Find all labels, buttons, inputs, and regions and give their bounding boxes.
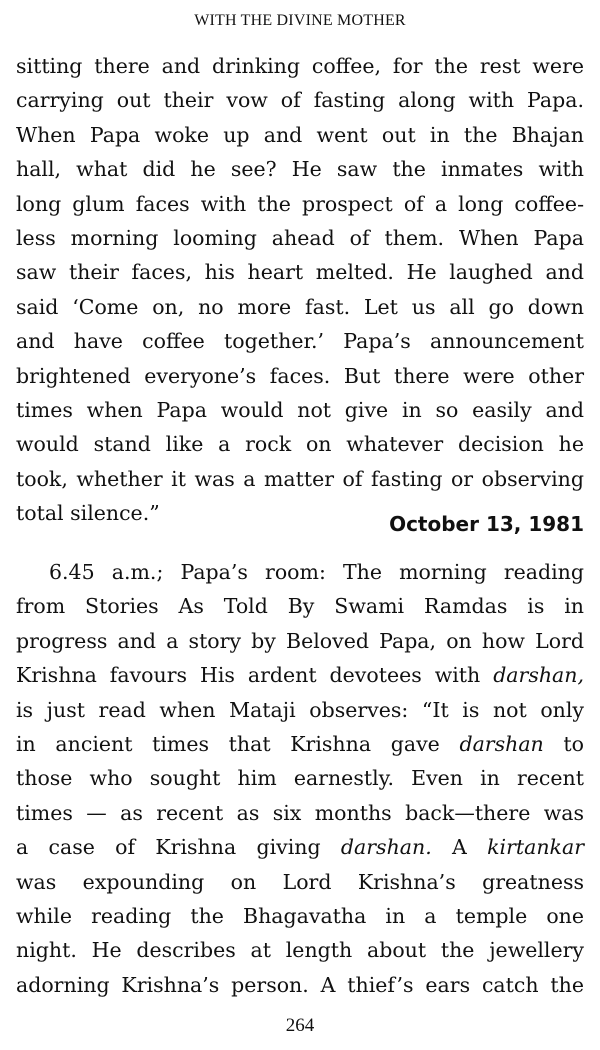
text-line: and have coffee together.’ Papa’s announcement bbox=[16, 329, 584, 354]
text-line: 6.45 a.m.; Papa’s room: The morning reading bbox=[49, 560, 584, 584]
text-line: adorning Krishna’s person. A thief’s ears catch the bbox=[16, 972, 584, 997]
text-line bbox=[16, 727, 584, 761]
text-line: hall, what did he see? He saw the inmates with bbox=[16, 157, 584, 182]
text-line: total silence.” bbox=[16, 501, 160, 526]
text-run: A bbox=[431, 835, 488, 860]
text-line: less morning looming ahead of them. When Papa bbox=[16, 226, 584, 251]
text-line: said ‘Come on, no more fast. Let us all go down bbox=[16, 294, 584, 319]
text-line: times — as recent as six months back—there was bbox=[16, 800, 584, 825]
text-line: saw their faces, his heart melted. He laughed and bbox=[16, 260, 584, 285]
italic-term: kirtankar bbox=[487, 835, 584, 860]
text-line: times when Papa would not give in so easily and bbox=[16, 398, 584, 423]
entry-paragraph bbox=[16, 555, 584, 1002]
text-run: a case of Krishna giving bbox=[16, 835, 341, 860]
text-line: sitting there and drinking coffee, for the rest were bbox=[16, 54, 584, 78]
text-line bbox=[16, 658, 584, 692]
paragraph-continued bbox=[16, 49, 584, 531]
page-number: 264 bbox=[285, 1015, 315, 1036]
text-line: those who sought him earnestly. Even in recent bbox=[16, 766, 584, 791]
text-line: from Stories As Told By Swami Ramdas is in bbox=[16, 594, 584, 619]
text-line: progress and a story by Beloved Papa, on how Lord bbox=[16, 628, 584, 653]
text-line: carrying out their vow of fasting along with Papa. bbox=[16, 88, 584, 113]
text-line: while reading the Bhagavatha in a temple one bbox=[16, 904, 584, 929]
text-line: took, whether it was a matter of fasting or observing bbox=[16, 466, 584, 491]
entry-date-heading: October 13, 1981 bbox=[389, 512, 584, 536]
italic-term: darshan, bbox=[493, 663, 584, 688]
running-head: WITH THE DIVINE MOTHER bbox=[194, 12, 406, 29]
text-run: in ancient times that Krishna gave bbox=[16, 732, 460, 757]
text-line: long glum faces with the prospect of a long coffee- bbox=[16, 191, 584, 216]
text-line bbox=[16, 830, 584, 864]
text-run: to bbox=[543, 732, 584, 757]
text-line: would stand like a rock on whatever decision he bbox=[16, 432, 584, 457]
text-line: When Papa woke up and went out in the Bhajan bbox=[16, 122, 584, 147]
text-line: was expounding on Lord Krishna’s greatness bbox=[16, 869, 584, 894]
text-line: night. He describes at length about the jewellery bbox=[16, 938, 584, 963]
text-line: is just read when Mataji observes: “It is not only bbox=[16, 697, 584, 722]
text-run: Krishna favours His ardent devotees with bbox=[16, 663, 494, 688]
text-line: brightened everyone’s faces. But there were other bbox=[16, 363, 584, 388]
italic-term: darshan bbox=[459, 732, 544, 757]
italic-term: darshan. bbox=[340, 835, 432, 860]
